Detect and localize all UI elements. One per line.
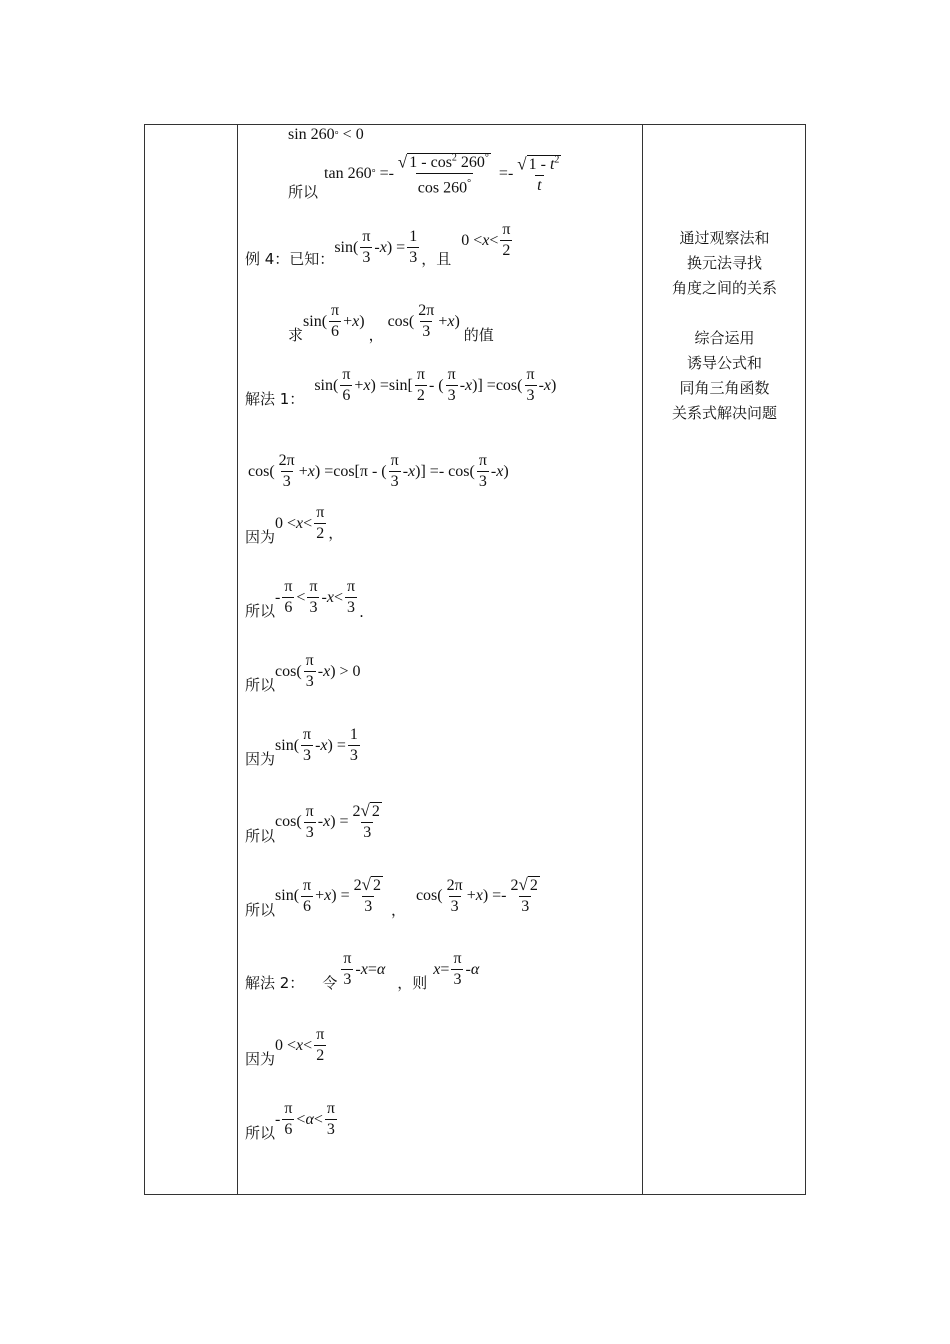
label-suoyi: 所以: [245, 827, 276, 845]
label-example4: 例 4：已知：: [245, 250, 335, 268]
label-de-zhi: 的值: [463, 326, 494, 344]
label-comma: ，: [390, 901, 406, 919]
label-suoyi: 所以: [245, 901, 276, 919]
column-divider-1: [237, 125, 238, 1194]
label-period: .: [359, 603, 364, 621]
label-comma: ，: [328, 524, 344, 542]
label-qiu: 求: [288, 326, 304, 344]
label-ling: 令: [322, 974, 338, 992]
formula-tan260: 所以 tan 260 ° =- √ $1 - \cos^2 260^\circ$ cos 260° =- √ $1 - t^2$ t: [288, 152, 560, 201]
note-line: 通过观察法和: [679, 229, 770, 247]
label-yinwei: 因为: [245, 750, 276, 768]
so-range-1: 所以 - π 6 < π 3 - x < π 3 .: [245, 578, 364, 621]
because-range-2: 因为 0 < x < π 2: [245, 1026, 325, 1068]
label-ze: ，则: [397, 974, 428, 992]
method-1-sin: 解法 1： sin( π 6 + x ) =sin[ π 2 - ( π 3 - x )] =cos( π 3 - x ): [245, 366, 557, 408]
label-yinwei: 因为: [245, 1050, 276, 1068]
note-line: 同角三角函数: [679, 379, 770, 397]
label-suoyi: 所以: [245, 1124, 276, 1142]
because-range-1: 因为 0 < x < π 2 ，: [245, 504, 344, 546]
label-suoyi: 所以: [245, 676, 276, 694]
note-line: 关系式解决问题: [671, 404, 777, 422]
find-values: 求 sin( π 6 + x ) ， cos( 2π 3 + x ) 的值: [288, 302, 494, 344]
method-2: 解法 2： 令 π 3 - x = α ，则 x = π 3 - α: [245, 950, 480, 992]
label-suoyi: 所以: [288, 182, 319, 201]
formula-sin260-negative: sin 260 ° < 0: [288, 126, 364, 143]
teaching-notes: [643, 226, 806, 426]
method-1-cos: cos( 2π 3 + x ) =cos[π - ( π 3 - x )] =- cos( π 3 - x ): [248, 452, 509, 490]
label-method1: 解法 1：: [245, 390, 305, 408]
label-comma: ，: [368, 326, 384, 344]
note-line: 诱导公式和: [686, 354, 762, 372]
label-and: ，且: [421, 250, 452, 268]
so-cos-value: 所以 cos( π 3 - x ) = 2√ 2 3: [245, 801, 380, 845]
label-yinwei: 因为: [245, 528, 276, 546]
final-values: 所以 sin( π 6 + x ) = 2√ 2 3 ， cos( 2π 3 + x ) =- 2√ 2 3: [245, 875, 538, 919]
so-cos-positive: 所以 cos( π 3 - x ) > 0: [245, 652, 361, 694]
example-4: 例 4：已知： sin( π 3 - x ) = 1 3 ，且 0 < x < π 2: [245, 221, 511, 268]
label-suoyi: 所以: [245, 602, 276, 620]
note-line: 角度之间的关系: [671, 279, 777, 297]
so-alpha-range: 所以 - π 6 < α < π 3: [245, 1100, 335, 1142]
note-line: 综合运用: [694, 329, 755, 347]
label-method2: 解法 2：: [245, 974, 305, 992]
note-line: 换元法寻找: [686, 254, 762, 272]
because-sin-value: 因为 sin( π 3 - x ) = 1 3: [245, 726, 358, 768]
